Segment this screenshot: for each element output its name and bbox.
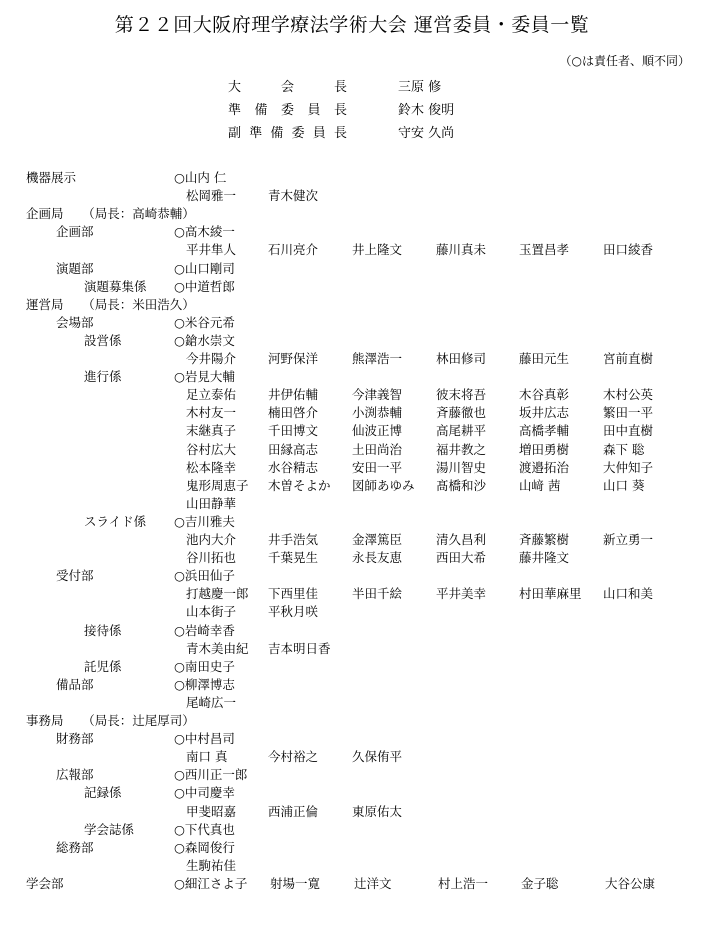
- member-name: 池内大介: [186, 532, 237, 547]
- member-name: 木曽そよか: [268, 477, 331, 493]
- roster-row: [0, 331, 704, 349]
- member-name: 東原佑太: [352, 803, 403, 819]
- roster-row: [0, 421, 704, 439]
- member-name: 尾崎広一: [186, 694, 237, 710]
- roster-row: [0, 566, 704, 584]
- responsible-person: ○柳澤博志: [174, 676, 235, 692]
- member-name: 山口 葵: [603, 477, 645, 493]
- responsible-person: ○中道哲郎: [174, 278, 235, 294]
- member-name: 永長友恵: [352, 550, 403, 566]
- member-name: 玉置昌孝: [519, 242, 570, 258]
- roster-row: [0, 657, 704, 675]
- roster-row: [0, 548, 704, 566]
- section-label: 演題募集係: [84, 278, 147, 294]
- member-name: 金子聡: [521, 875, 559, 891]
- member-name: 南口 真: [186, 749, 228, 765]
- responsible-person: ○下代真也: [174, 821, 235, 837]
- leader-name: 鈴木 俊明: [398, 103, 455, 118]
- responsible-person: ○岩崎幸香: [174, 622, 235, 638]
- roster-row: [0, 802, 704, 820]
- member-name: 今井陽介: [186, 351, 237, 366]
- leader-name: 守安 久尚: [398, 126, 455, 141]
- member-name: 大仲知子: [603, 459, 654, 475]
- roster-row: [0, 783, 704, 801]
- roster-row: [0, 494, 704, 512]
- responsible-person: ○細江さよ子: [174, 875, 248, 891]
- member-name: 井手浩気: [268, 532, 319, 547]
- member-name: 熊澤浩一: [352, 351, 403, 366]
- responsible-person: ○高木綾一: [174, 224, 235, 240]
- section-label: 機器展示: [26, 170, 77, 185]
- section-label: 接待係: [84, 622, 122, 638]
- member-name: 木谷真彰: [519, 387, 570, 403]
- responsible-person: ○米谷元希: [174, 314, 235, 330]
- section-label: 財務部: [56, 731, 94, 747]
- section-label: 受付部: [56, 568, 94, 584]
- member-name: 安田一平: [352, 459, 403, 475]
- member-name: 坂井広志: [519, 405, 570, 421]
- member-name: 新立勇一: [603, 532, 654, 547]
- leader-row: [228, 122, 588, 140]
- leader-role: 準備委員長: [228, 103, 348, 118]
- member-name: 斉藤繁樹: [519, 532, 570, 547]
- roster-row: [0, 168, 704, 186]
- roster-row: [0, 240, 704, 258]
- member-name: 村上浩一: [438, 875, 489, 891]
- responsible-person: ○山口剛司: [174, 260, 235, 276]
- responsible-person: ○森岡俊行: [174, 839, 235, 855]
- member-name: 木村友一: [186, 405, 237, 421]
- roster-row: [0, 693, 704, 711]
- roster-row: [0, 747, 704, 765]
- member-name: 松本隆幸: [186, 459, 237, 475]
- roster-row: [0, 186, 704, 204]
- responsible-person: ○中村昌司: [174, 731, 235, 747]
- member-name: 射場一寛: [270, 875, 321, 891]
- leader-role: 副準備委員長: [228, 126, 348, 141]
- member-name: 下西里佳: [268, 586, 319, 602]
- roster-row: [0, 440, 704, 458]
- section-label: 学会誌係: [84, 821, 135, 837]
- section-label: 学会部: [26, 875, 64, 891]
- member-name: 渡邉拓治: [519, 459, 570, 475]
- member-name: 楠田啓介: [268, 405, 319, 421]
- section-label: 記録係: [84, 785, 122, 801]
- member-name: 平井隼人: [186, 242, 237, 258]
- member-name: 鬼形周恵子: [186, 477, 249, 493]
- roster-row: [0, 675, 704, 693]
- roster-row: [0, 385, 704, 403]
- section-label: 総務部: [56, 839, 94, 855]
- section-label: 設営係: [84, 332, 122, 348]
- roster-row: [0, 838, 704, 856]
- member-name: 土田尚治: [352, 441, 403, 457]
- leader-row: [228, 99, 588, 117]
- member-name: 河野保洋: [268, 351, 319, 366]
- member-name: 図師あゆみ: [352, 477, 415, 493]
- member-name: 彼末将吾: [436, 387, 487, 403]
- member-name: 繁田一平: [603, 405, 654, 421]
- member-name: 斉藤徹也: [436, 405, 487, 421]
- member-name: 藤田元生: [519, 351, 570, 366]
- roster-row: [0, 367, 704, 385]
- member-name: 木村公英: [603, 387, 654, 403]
- member-name: 今村裕之: [268, 749, 319, 765]
- member-name: 大谷公康: [605, 875, 656, 891]
- member-name: 西浦正倫: [268, 803, 319, 819]
- member-name: 山﨑 茜: [519, 477, 561, 493]
- member-name: 青木美由紀: [186, 640, 249, 656]
- member-name: 金澤篤臣: [352, 532, 403, 547]
- member-name: 村田華麻里: [519, 586, 582, 602]
- section-label: 演題部: [56, 260, 94, 276]
- roster-row: [0, 458, 704, 476]
- responsible-person: ○西川正一郎: [174, 767, 248, 783]
- roster-row: [0, 403, 704, 421]
- member-name: 湯川智史: [436, 459, 487, 475]
- responsible-person: ○岩見大輔: [174, 369, 235, 385]
- member-name: 久保侑平: [352, 749, 403, 765]
- roster-row: [0, 639, 704, 657]
- section-label: 進行係: [84, 369, 122, 385]
- roster-row: [0, 476, 704, 494]
- roster-row: [0, 711, 704, 729]
- member-name: 清久昌利: [436, 532, 487, 547]
- member-name: 仙波正博: [352, 423, 403, 439]
- member-name: 井上隆文: [352, 242, 403, 258]
- section-label: 会場部: [56, 314, 94, 330]
- member-name: 吉本明日香: [268, 640, 331, 656]
- roster-row: [0, 584, 704, 602]
- roster-row: [0, 277, 704, 295]
- member-name: 末継真子: [186, 423, 237, 439]
- responsible-person: ○浜田仙子: [174, 568, 235, 584]
- member-name: 藤井隆文: [519, 550, 570, 566]
- member-name: 井伊佑輔: [268, 387, 319, 403]
- page-title: 第２２回大阪府理学療法学術大会 運営委員・委員一覧: [114, 14, 590, 36]
- member-name: 高尾耕平: [436, 423, 487, 439]
- roster-row: [0, 874, 704, 892]
- section-label: スライド係: [84, 513, 147, 529]
- member-name: 平井美幸: [436, 586, 487, 602]
- member-name: 千葉晃生: [268, 550, 319, 566]
- member-name: 田口綾香: [603, 242, 654, 258]
- member-name: 髙橋和沙: [436, 477, 487, 493]
- section-label: 広報部: [56, 767, 94, 783]
- roster-row: [0, 259, 704, 277]
- roster-row: [0, 621, 704, 639]
- member-name: 西田大希: [436, 550, 487, 566]
- responsible-person: ○中司慶幸: [174, 785, 235, 801]
- member-name: 石川亮介: [268, 242, 319, 258]
- responsible-person: ○南田史子: [174, 658, 235, 674]
- roster-row: [0, 512, 704, 530]
- section-label: 託児係: [84, 658, 122, 674]
- member-name: 今津義智: [352, 387, 403, 403]
- member-name: 松岡雅一: [186, 188, 237, 204]
- section-label: 企画部: [56, 224, 94, 240]
- member-name: 足立泰佑: [186, 387, 237, 403]
- section-label: 事務局 （局長：辻尾厚司）: [26, 713, 195, 728]
- roster-row: [0, 313, 704, 331]
- member-name: 田縁高志: [268, 441, 319, 457]
- responsible-person: ○山内 仁: [174, 170, 227, 185]
- member-name: 谷村広大: [186, 441, 237, 457]
- member-name: 森下 聡: [603, 441, 645, 457]
- section-label: 運営局 （局長：米田浩久）: [26, 296, 195, 312]
- roster-row: [0, 204, 704, 222]
- responsible-person: ○吉川雅夫: [174, 513, 235, 529]
- member-name: 水谷精志: [268, 459, 319, 475]
- section-label: 企画局 （局長：高崎恭輔）: [26, 206, 195, 222]
- roster-row: [0, 602, 704, 620]
- member-name: 辻洋文: [354, 875, 392, 891]
- roster-row: [0, 820, 704, 838]
- member-name: 千田博文: [268, 423, 319, 439]
- roster-row: [0, 222, 704, 240]
- member-name: 高橋孝輔: [519, 423, 570, 439]
- member-name: 生駒祐佳: [186, 857, 237, 873]
- member-name: 増田勇樹: [519, 441, 570, 457]
- roster-row: [0, 295, 704, 313]
- member-name: 甲斐昭嘉: [186, 803, 237, 819]
- member-name: 田中直樹: [603, 423, 654, 439]
- member-name: 半田千絵: [352, 586, 403, 602]
- member-name: 山田静華: [186, 495, 237, 511]
- member-name: 宮前直樹: [603, 351, 654, 366]
- leader-role: 大会長: [228, 80, 348, 95]
- member-name: 青木健次: [268, 188, 319, 204]
- section-label: 備品部: [56, 676, 94, 692]
- roster-row: [0, 765, 704, 783]
- roster-row: [0, 530, 704, 548]
- member-name: 山本街子: [186, 604, 237, 620]
- member-name: 打越慶一郎: [186, 586, 249, 602]
- member-name: 福井教之: [436, 441, 487, 457]
- leader-row: [228, 76, 588, 94]
- leader-name: 三原 修: [398, 80, 442, 95]
- roster-row: [0, 349, 704, 367]
- legend-note: （○は責任者、順不同）: [559, 54, 690, 68]
- member-name: 山口和美: [603, 586, 654, 602]
- roster-row: [0, 856, 704, 874]
- member-name: 林田修司: [436, 351, 487, 366]
- member-name: 小渕恭輔: [352, 405, 403, 421]
- member-name: 平秋月咲: [268, 604, 319, 620]
- responsible-person: ○鎗水崇文: [174, 332, 235, 348]
- roster-row: [0, 729, 704, 747]
- member-name: 藤川真未: [436, 242, 487, 258]
- member-name: 谷川拓也: [186, 550, 237, 566]
